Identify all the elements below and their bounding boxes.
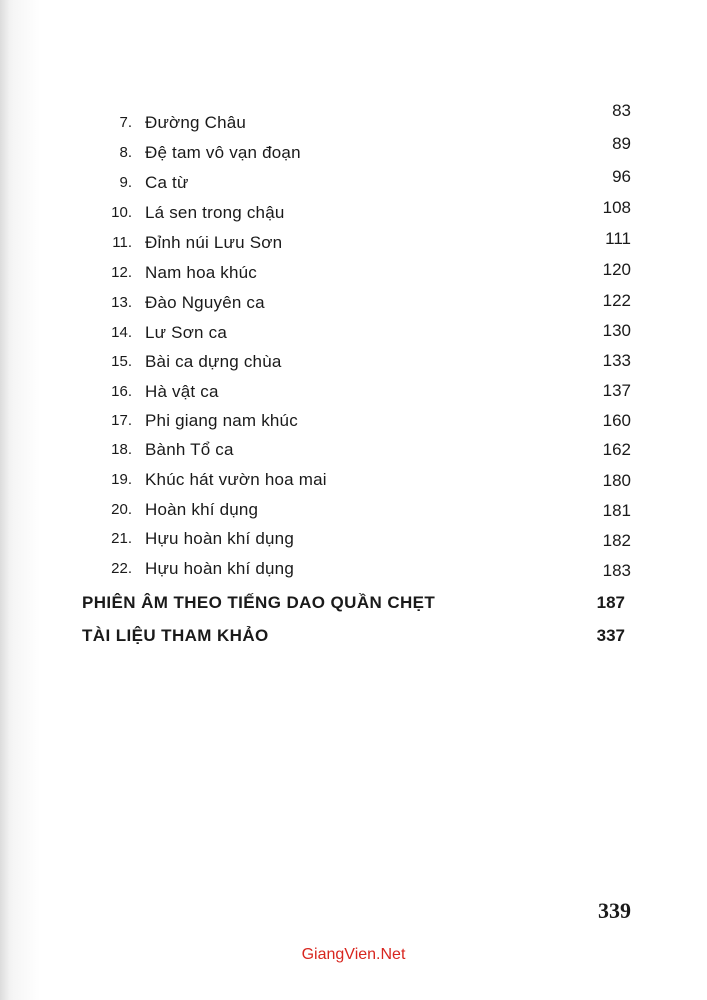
entry-title: Bài ca dựng chùa <box>145 352 282 371</box>
entry-page: 137 <box>602 381 631 400</box>
toc-entry <box>0 349 707 375</box>
entry-title: Đỉnh núi Lưu Sơn <box>145 233 283 252</box>
toc-entry <box>0 200 707 226</box>
toc-entry <box>0 260 707 286</box>
toc-entry <box>0 467 707 493</box>
entry-page: 89 <box>612 134 631 153</box>
toc-entry <box>0 290 707 316</box>
entry-page: 130 <box>602 321 631 340</box>
entry-page: 108 <box>602 198 631 217</box>
entry-number: 13. <box>111 294 132 311</box>
entry-number: 20. <box>111 501 132 518</box>
entry-number: 16. <box>111 383 132 400</box>
entry-page: 160 <box>602 411 631 430</box>
entry-title: Đào Nguyên ca <box>145 293 265 312</box>
entry-number: 17. <box>111 412 132 429</box>
entry-number: 14. <box>111 324 132 341</box>
entry-page: 120 <box>602 260 631 279</box>
toc-entry <box>0 134 707 166</box>
page-number: 339 <box>598 898 631 923</box>
watermark: GiangVien.Net <box>301 946 406 963</box>
entry-page: 133 <box>602 351 631 370</box>
entry-page: 111 <box>605 229 631 248</box>
entry-title: Đệ tam vô vạn đoạn <box>145 143 301 162</box>
entry-page: 182 <box>602 531 631 550</box>
entry-number: 19. <box>111 471 132 488</box>
entry-title: Khúc hát vườn hoa mai <box>145 470 327 489</box>
entry-number: 18. <box>111 441 132 458</box>
toc-entry <box>0 379 707 405</box>
entry-number: 9. <box>119 174 132 191</box>
entry-title: Hoàn khí dụng <box>145 500 259 519</box>
toc-entry <box>0 526 707 552</box>
section-page: 187 <box>596 593 625 612</box>
entry-title: Phi giang nam khúc <box>145 411 298 430</box>
toc-entry <box>0 408 707 434</box>
entry-title: Ca từ <box>145 173 189 192</box>
entry-page: 122 <box>602 291 631 310</box>
entry-title: Nam hoa khúc <box>145 263 258 282</box>
toc-section <box>0 589 707 617</box>
entry-page: 83 <box>612 101 631 120</box>
section-title: TÀI LIỆU THAM KHẢO <box>82 626 269 645</box>
entry-title: Hà vật ca <box>145 382 219 401</box>
toc-entry <box>0 497 707 523</box>
entry-number: 21. <box>111 530 132 547</box>
entry-title: Hựu hoàn khí dụng <box>145 529 294 548</box>
entry-number: 22. <box>111 560 132 577</box>
entry-number: 11. <box>112 234 132 251</box>
entry-number: 10. <box>111 204 132 221</box>
entry-page: 162 <box>602 440 631 459</box>
entry-number: 7. <box>119 114 132 131</box>
entry-page: 181 <box>602 501 631 520</box>
entry-page: 96 <box>612 167 631 186</box>
toc-entry <box>0 556 707 582</box>
toc-entry <box>0 320 707 346</box>
entry-number: 15. <box>111 353 132 370</box>
toc-entry <box>0 437 707 463</box>
entry-number: 12. <box>111 264 132 281</box>
entry-number: 8. <box>119 144 132 161</box>
toc-entry <box>0 230 707 256</box>
entry-title: Lư Sơn ca <box>145 323 227 342</box>
entry-title: Bành Tổ ca <box>145 440 234 459</box>
toc-section <box>0 622 707 650</box>
toc-entry <box>0 167 707 196</box>
entry-title: Đường Châu <box>145 113 247 132</box>
entry-page: 180 <box>602 471 631 490</box>
entry-title: Lá sen trong chậu <box>145 203 285 222</box>
entry-title: Hựu hoàn khí dụng <box>145 559 294 578</box>
section-title: PHIÊN ÂM THEO TIẾNG DAO QUẦN CHẸT <box>82 593 436 612</box>
section-page: 337 <box>596 626 625 645</box>
entry-page: 183 <box>602 561 631 580</box>
